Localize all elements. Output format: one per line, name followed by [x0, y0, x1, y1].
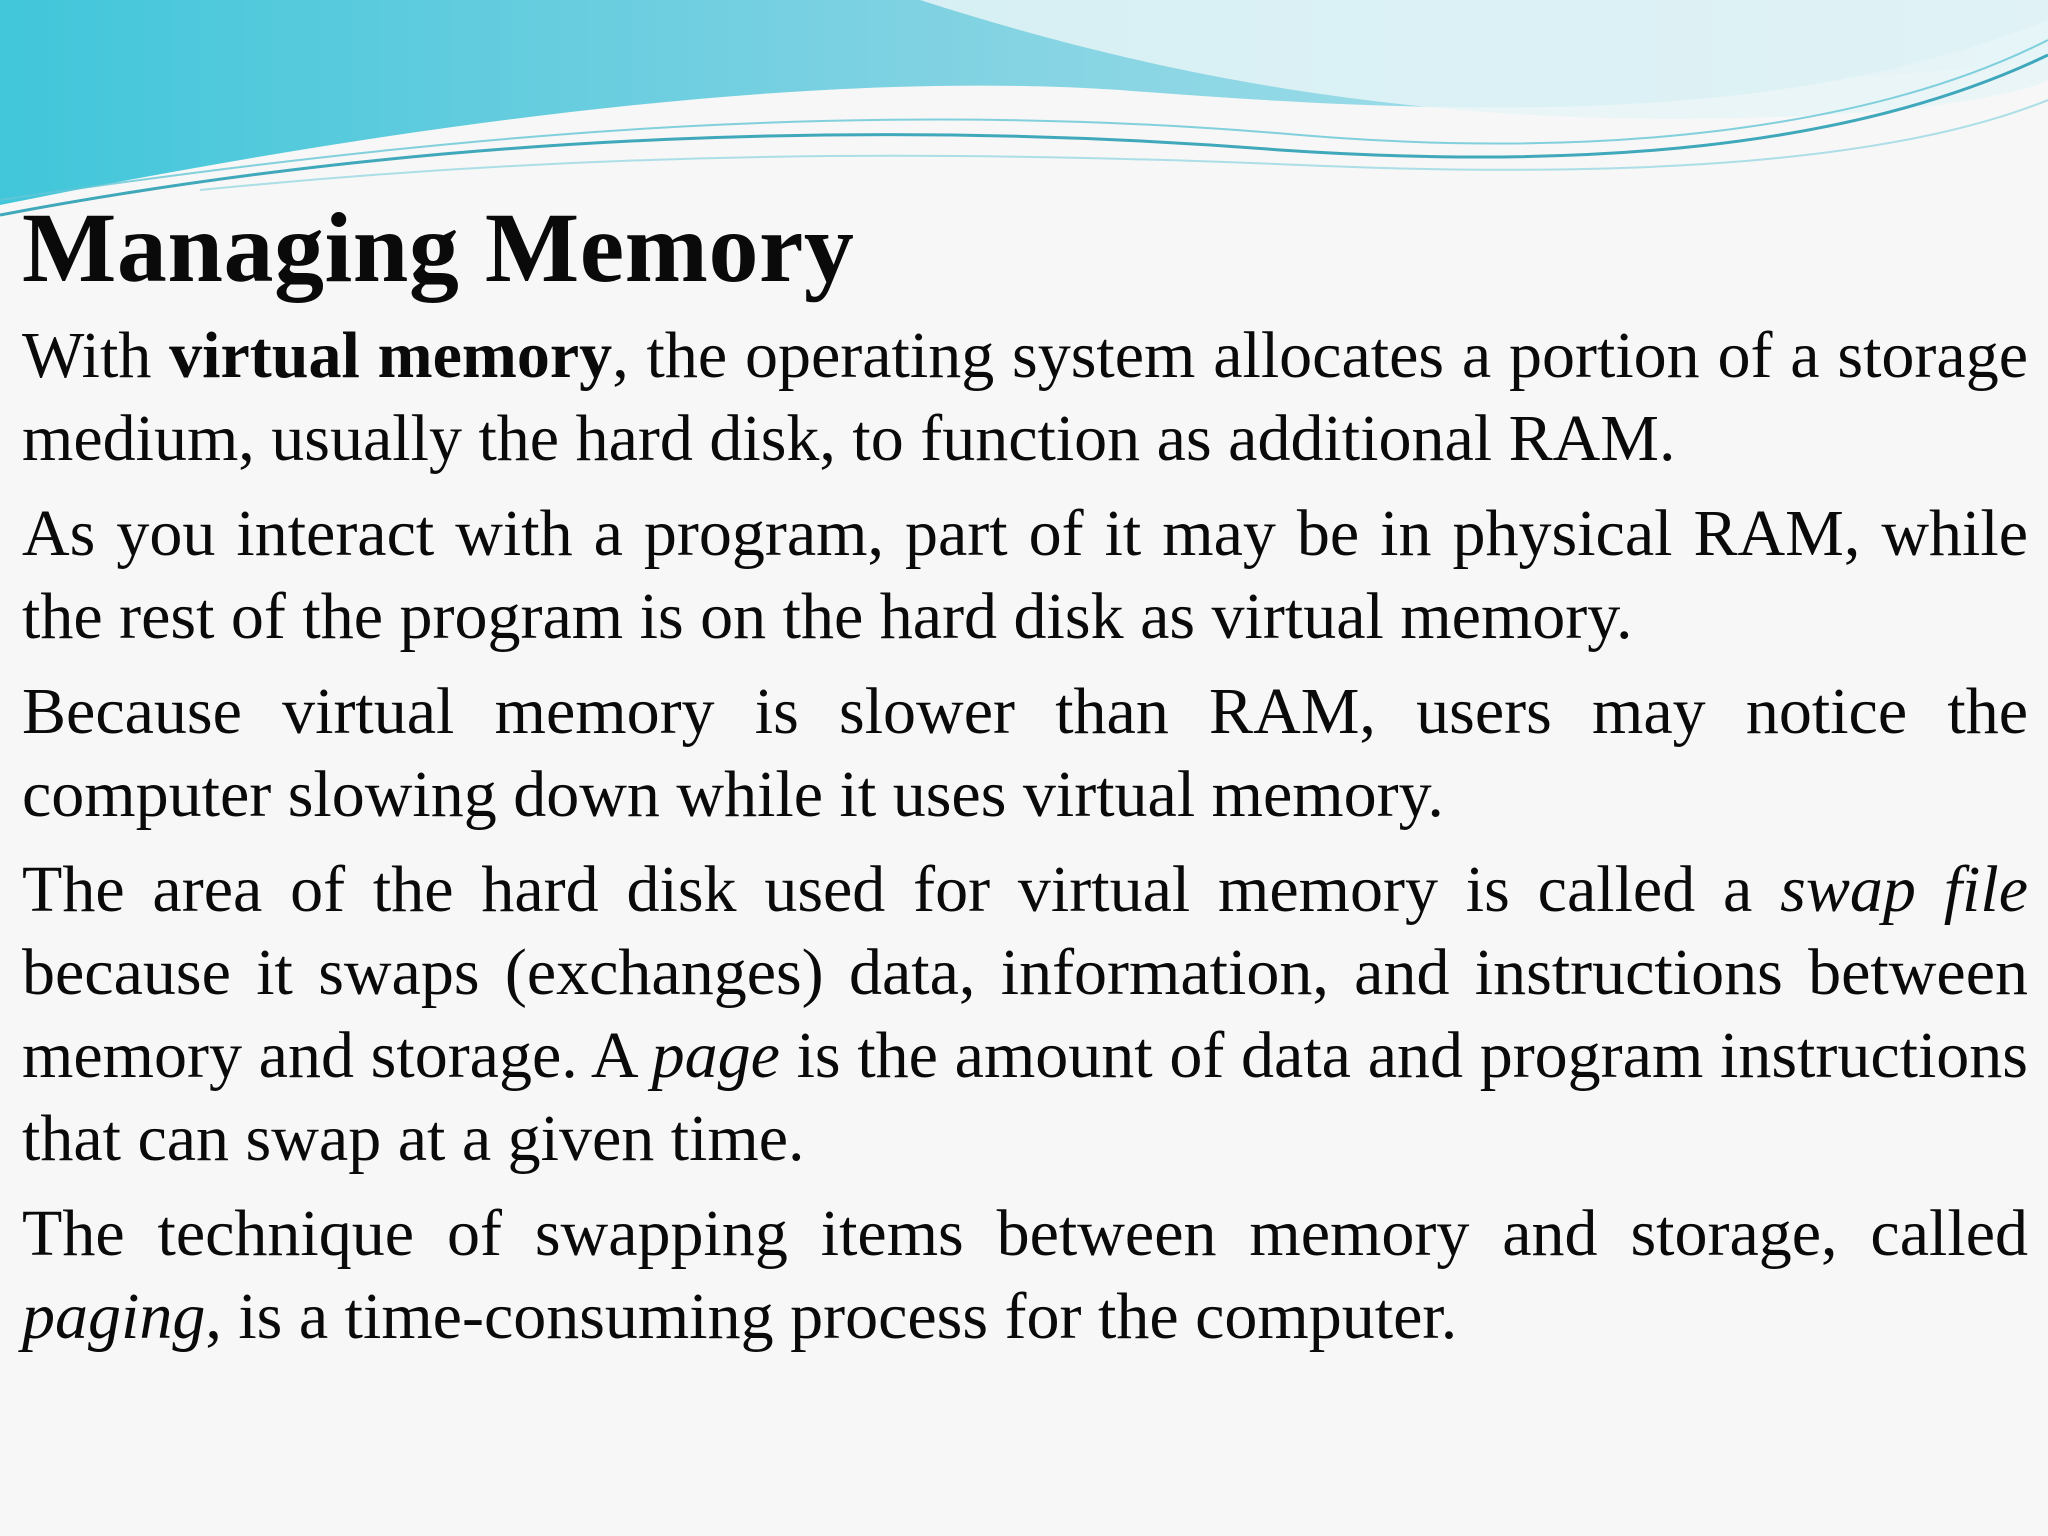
- term-swap-file: swap file: [1780, 853, 2028, 926]
- term-virtual-memory: virtual memory: [169, 319, 613, 392]
- paragraph-paging: The technique of swapping items between memory and storage, called paging, is a time-consuming process for the computer.: [22, 1197, 2028, 1353]
- slide-title: Managing Memory: [22, 192, 855, 303]
- term-paging: paging: [22, 1280, 206, 1353]
- paragraph-slower-than-ram: Because virtual memory is slower than RAM, users may notice the computer slowing down while it uses virtual memory.: [22, 675, 2028, 831]
- paragraph-virtual-memory: With virtual memory, the operating system allocates a portion of a storage medium, usually the hard disk, to function as additional RAM.: [22, 319, 2029, 475]
- paragraph-physical-ram: As you interact with a program, part of it may be in physical RAM, while the rest of the program is on the hard disk as virtual memory.: [22, 497, 2028, 653]
- slide-content: [22, 188, 2028, 1370]
- term-page: page: [651, 1019, 780, 1092]
- paragraph-swap-file: The area of the hard disk used for virtual memory is called a swap file because it swaps (exchanges) data, information, and instructions between memory and storage. A page is the amount of data and program instructions that can swap at a given time.: [22, 853, 2028, 1175]
